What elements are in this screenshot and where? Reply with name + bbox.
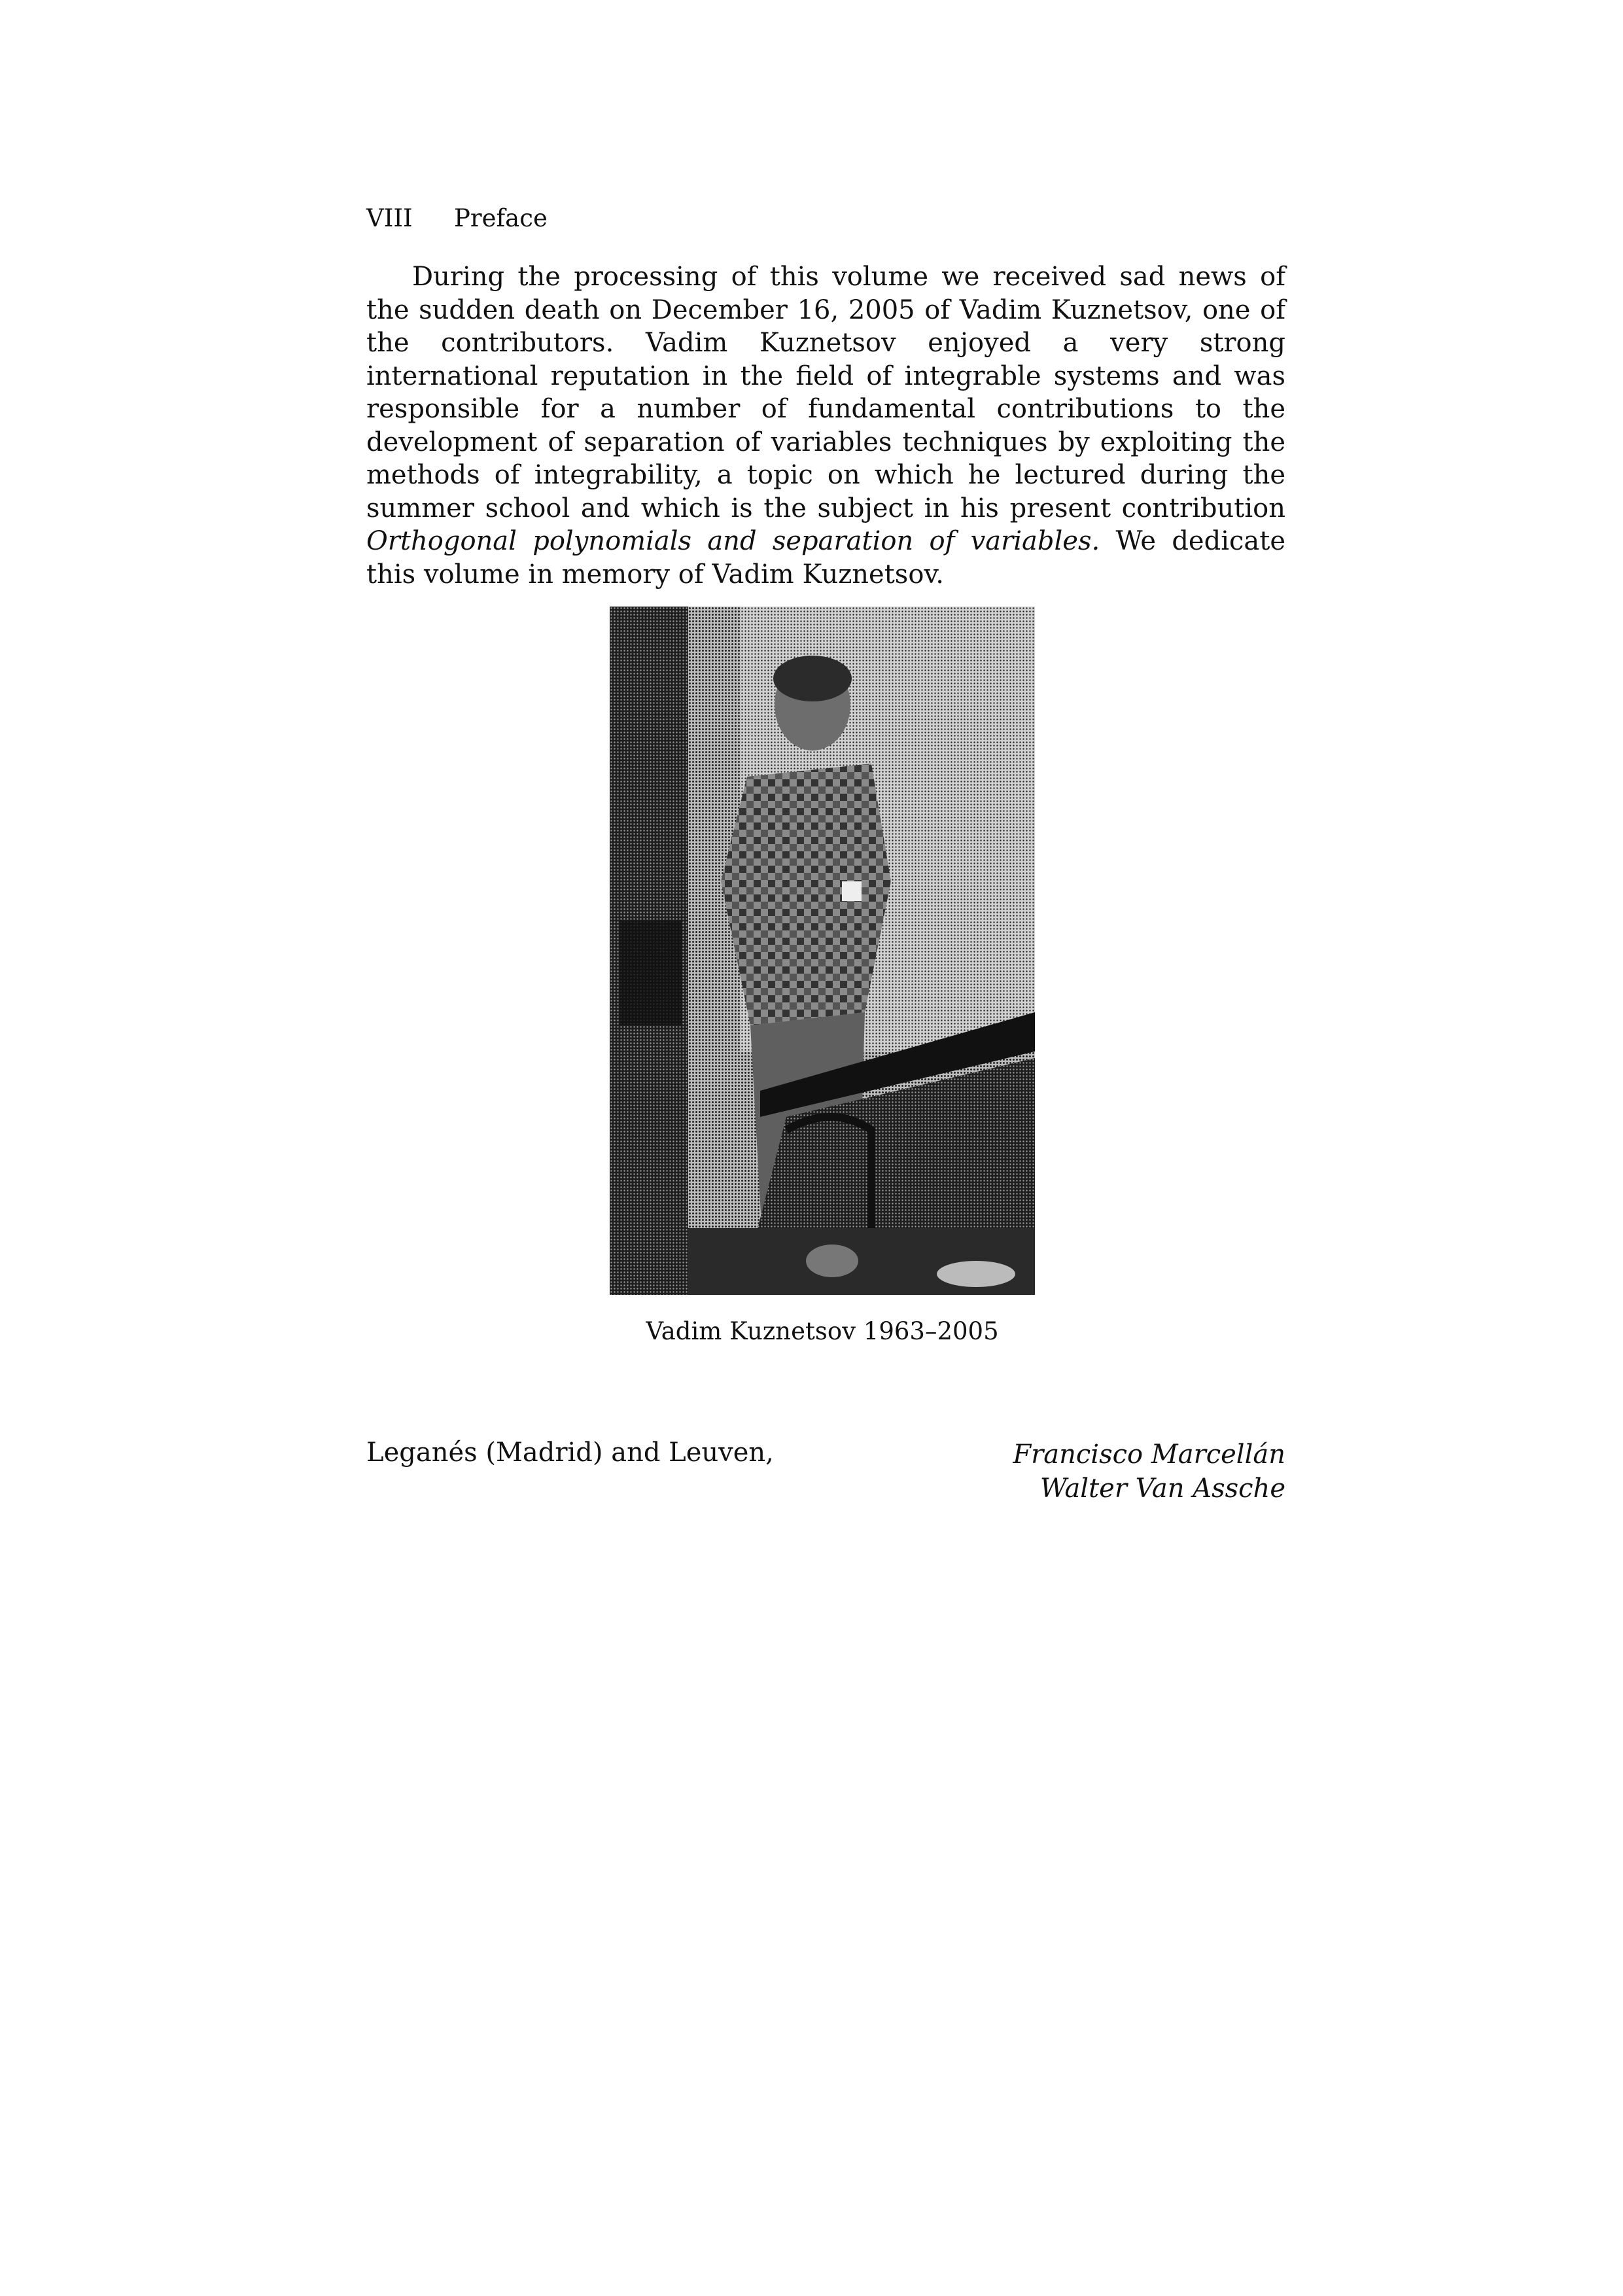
paragraph-text-2: We dedicate this volume in memory of Vadim Kuznetsov. <box>366 526 1286 590</box>
closing-place: Leganés (Madrid) and Leuven, <box>366 1438 774 1468</box>
running-title: Preface <box>454 204 548 232</box>
dedication-paragraph <box>366 260 1285 591</box>
paper-title-italic: Orthogonal polynomials and separation of variables. <box>366 526 1100 556</box>
author-name: Walter Van Assche <box>1039 1474 1285 1504</box>
portrait-photo <box>610 607 1035 1295</box>
author-signatures <box>1013 1438 1285 1506</box>
portrait-illustration <box>610 607 1035 1295</box>
photo-caption: Vadim Kuznetsov 1963–2005 <box>646 1317 999 1345</box>
running-header <box>366 204 548 232</box>
author-name: Francisco Marcellán <box>1013 1439 1285 1470</box>
page-number: VIII <box>366 204 413 232</box>
paragraph-text-1: During the processing of this volume we received sad news of the sudden death on December 16, 2005 of Vadim Kuznetsov, one of the contributors. Vadim Kuznetsov enjoyed a very strong international reputation in the field of integrable systems and was responsible for a number of fundamental contributions to the development of separation of variables techniques by exploiting the methods of integrability, a topic on which he lectured during the summer school and which is the subject in his present contribution <box>366 262 1285 523</box>
